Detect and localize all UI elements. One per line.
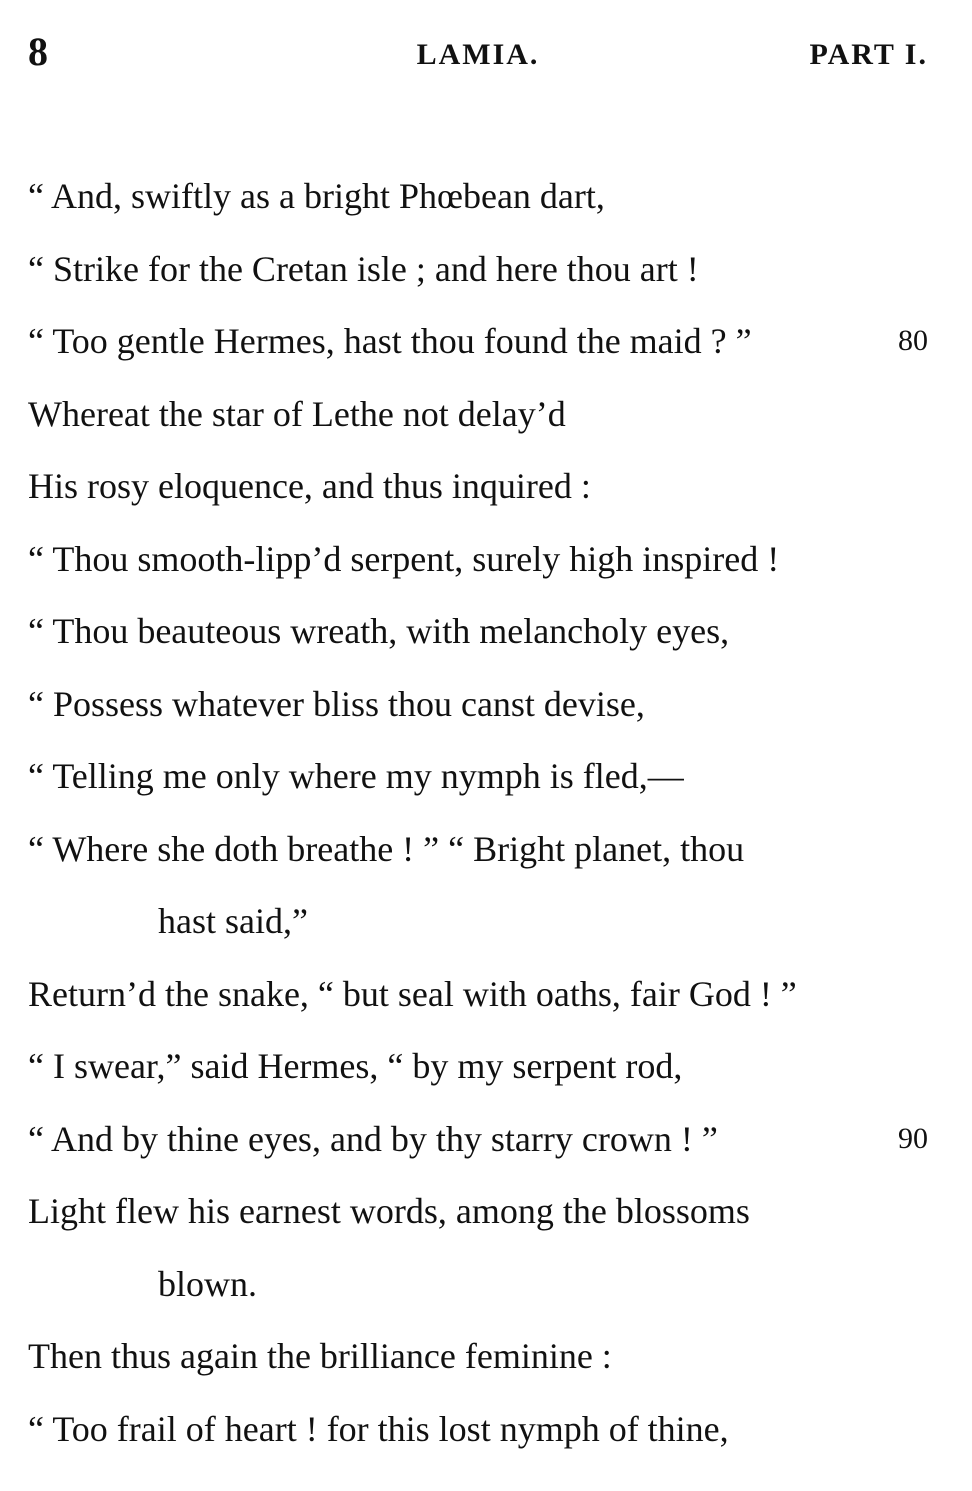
- poem-line: [28, 595, 928, 668]
- running-title: LAMIA.: [416, 38, 540, 71]
- line-text: “ Thou beauteous wreath, with melancholy eyes,: [28, 611, 730, 651]
- line-text: blown.: [158, 1263, 257, 1304]
- line-text: Return’d the snake, “ but seal with oaths, fair God ! ”: [28, 973, 797, 1014]
- poem-line: [28, 1103, 928, 1176]
- poem-line: [28, 1175, 928, 1248]
- poem-line: [28, 1030, 928, 1103]
- line-text: “ Too frail of heart ! for this lost nymph of thine,: [28, 1408, 729, 1449]
- line-text: Then thus again the brilliance feminine :: [28, 1336, 612, 1376]
- poem-line: [28, 668, 928, 741]
- line-text: “ Strike for the Cretan isle ; and here thou art !: [28, 248, 699, 289]
- line-text: “ And, swiftly as a bright Phœbean dart,: [28, 176, 605, 216]
- poem-line: [28, 523, 928, 596]
- poem-line: [28, 450, 928, 523]
- line-text: His rosy eloquence, and thus inquired :: [28, 466, 591, 506]
- poem-line-continuation: [28, 1248, 928, 1321]
- poem-line: [28, 740, 928, 813]
- poem-line: [28, 233, 928, 306]
- line-text: Whereat the star of Lethe not delay’d: [28, 393, 566, 434]
- line-text: “ Thou smooth-lipp’d serpent, surely high inspired !: [28, 538, 780, 579]
- page-number: 8: [28, 29, 48, 74]
- line-text: “ Too gentle Hermes, hast thou found the maid ? ”: [28, 321, 752, 361]
- poem-line: [28, 813, 928, 886]
- poem-line: [28, 1320, 928, 1393]
- page-header: [28, 28, 928, 78]
- part-label: PART I.: [809, 38, 928, 71]
- line-text: “ Where she doth breathe ! ” “ Bright planet, thou: [28, 828, 745, 869]
- line-number: 90: [898, 1121, 928, 1155]
- line-text: “ Telling me only where my nymph is fled,—: [28, 756, 684, 796]
- line-text: “ I swear,” said Hermes, “ by my serpent rod,: [28, 1046, 683, 1086]
- poem-line: [28, 160, 928, 233]
- poem-body: [28, 160, 928, 1465]
- line-text: “ Possess whatever bliss thou canst devise,: [28, 683, 645, 724]
- poem-line: [28, 305, 928, 378]
- poem-line: [28, 1393, 928, 1466]
- line-text: “ And by thine eyes, and by thy starry crown ! ”: [28, 1118, 718, 1159]
- poem-line-continuation: [28, 885, 928, 958]
- line-text: hast said,”: [158, 901, 308, 941]
- line-number: 80: [898, 324, 928, 357]
- poem-line: [28, 958, 928, 1031]
- line-text: Light flew his earnest words, among the blossoms: [28, 1191, 750, 1231]
- poem-line: [28, 378, 928, 451]
